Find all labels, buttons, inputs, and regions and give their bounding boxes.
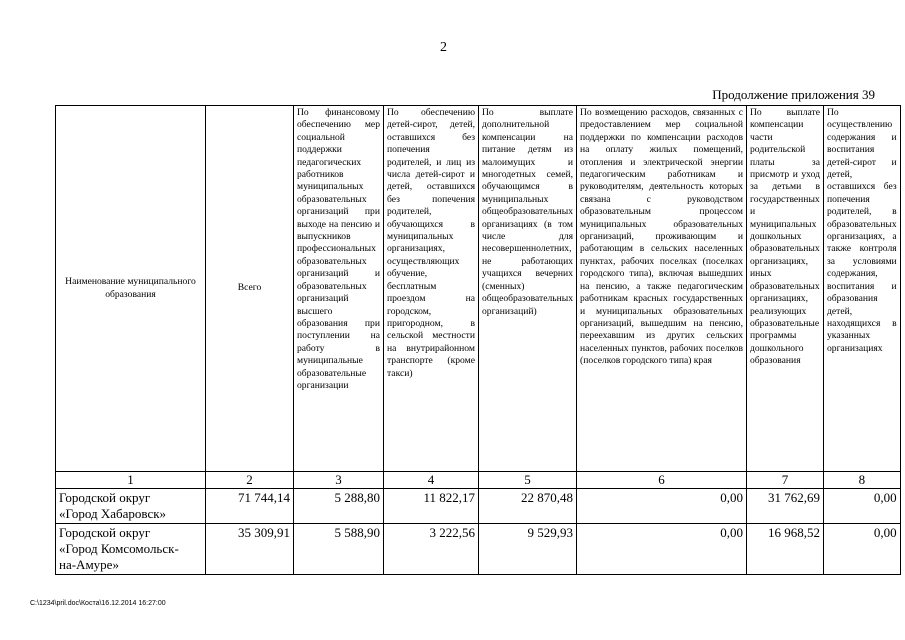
value-col-8: 0,00 — [824, 489, 901, 524]
value-total: 35 309,91 — [206, 524, 294, 575]
municipality-name-line: на-Амуре» — [59, 557, 119, 572]
header-col-5: По выплате дополнительной компенсации на питание детям из малоимущих и многодетных семей, обучающимся в муниципальных общеобразовательных организациях (в том числе для несовершеннолетних, не работающих учащихся вечерних (сменных) общеобразовательных организаций) — [479, 106, 577, 472]
column-number: 5 — [479, 472, 577, 489]
column-number: 2 — [206, 472, 294, 489]
file-path-footer: C:\1234\pril.doc\Коста\16.12.2014 16:27:00 — [30, 600, 166, 607]
column-number: 3 — [294, 472, 384, 489]
header-col-3: По финансовому обеспечению мер социальной поддержки педагогических работников муниципальных образовательных организаций при выходе на пенсию и выпускников профессиональных образовательных организаций и образовательных организаций высшего образования при поступлении на работу в муниципальные образовательные организации — [294, 106, 384, 472]
column-number: 7 — [747, 472, 824, 489]
value-col-7: 16 968,52 — [747, 524, 824, 575]
municipality-name-line: «Город Комсомольск- — [59, 541, 179, 556]
column-number: 1 — [56, 472, 206, 489]
value-total: 71 744,14 — [206, 489, 294, 524]
page-number: 2 — [440, 40, 447, 55]
municipality-name-line: Городской округ — [59, 490, 151, 505]
header-col-8: По осуществлению содержания и воспитания детей-сирот и детей, оставшихся без попечения родителей, в образовательных организациях, а также контроля за условиями содержания, воспитания и образования детей, находящихся в указанных организациях — [824, 106, 901, 472]
value-col-6: 0,00 — [577, 524, 747, 575]
value-col-6: 0,00 — [577, 489, 747, 524]
header-col-4: По обеспечению детей-сирот, детей, оставшихся без попечения родителей, и лиц из числа детей-сирот и детей, оставшихся без попечения родителей, обучающихся в муниципальных организациях, осуществляющих обучение, бесплатным проездом на городском, пригородном, в сельской местности на внутрирайонном транспорте (кроме такси) — [384, 106, 479, 472]
header-col-7: По выплате компенсации части родительской платы за присмотр и уход за детьми в государственных и муниципальных дошкольных образовательных организациях, иных образовательных организациях, реализующих образовательные программы дошкольного образования — [747, 106, 824, 472]
column-number: 6 — [577, 472, 747, 489]
header-total: Всего — [206, 106, 294, 472]
value-col-3: 5 288,80 — [294, 489, 384, 524]
value-col-8: 0,00 — [824, 524, 901, 575]
value-col-3: 5 588,90 — [294, 524, 384, 575]
value-col-7: 31 762,69 — [747, 489, 824, 524]
value-col-4: 3 222,56 — [384, 524, 479, 575]
value-col-5: 22 870,48 — [479, 489, 577, 524]
municipality-name-line: «Город Хабаровск» — [59, 506, 167, 521]
column-number: 8 — [824, 472, 901, 489]
table-row — [56, 489, 901, 524]
column-number: 4 — [384, 472, 479, 489]
municipality-name-line: Городской округ — [59, 525, 151, 540]
value-col-5: 9 529,93 — [479, 524, 577, 575]
column-number-row — [56, 472, 901, 489]
value-col-4: 11 822,17 — [384, 489, 479, 524]
header-row — [56, 106, 901, 472]
municipality-name — [56, 489, 206, 524]
municipality-name — [56, 524, 206, 575]
appendix-caption: Продолжение приложения 39 — [712, 87, 875, 102]
appendix-table — [55, 105, 901, 575]
table-row — [56, 524, 901, 575]
header-municipality: Наименование муниципального образования — [56, 106, 206, 472]
header-col-6: По возмещению расходов, связанных с предоставлением мер социальной поддержки по компенсации расходов на оплату жилых помещений, отопления и электрической энергии педагогическим работникам и руководителям, деятельность которых связана с руководством образовательным процессом муниципальных образовательных организаций, проживающим и работающим в сельских населенных пунктах, рабочих поселках (поселках городского типа), включая вышедших на пенсию, а также педагогическим работникам красных государственных и муниципальных образовательных организаций, вышедшим на пенсию, переехавшим из других сельских населенных пунктов, рабочих поселков (поселков городского типа) края — [577, 106, 747, 472]
